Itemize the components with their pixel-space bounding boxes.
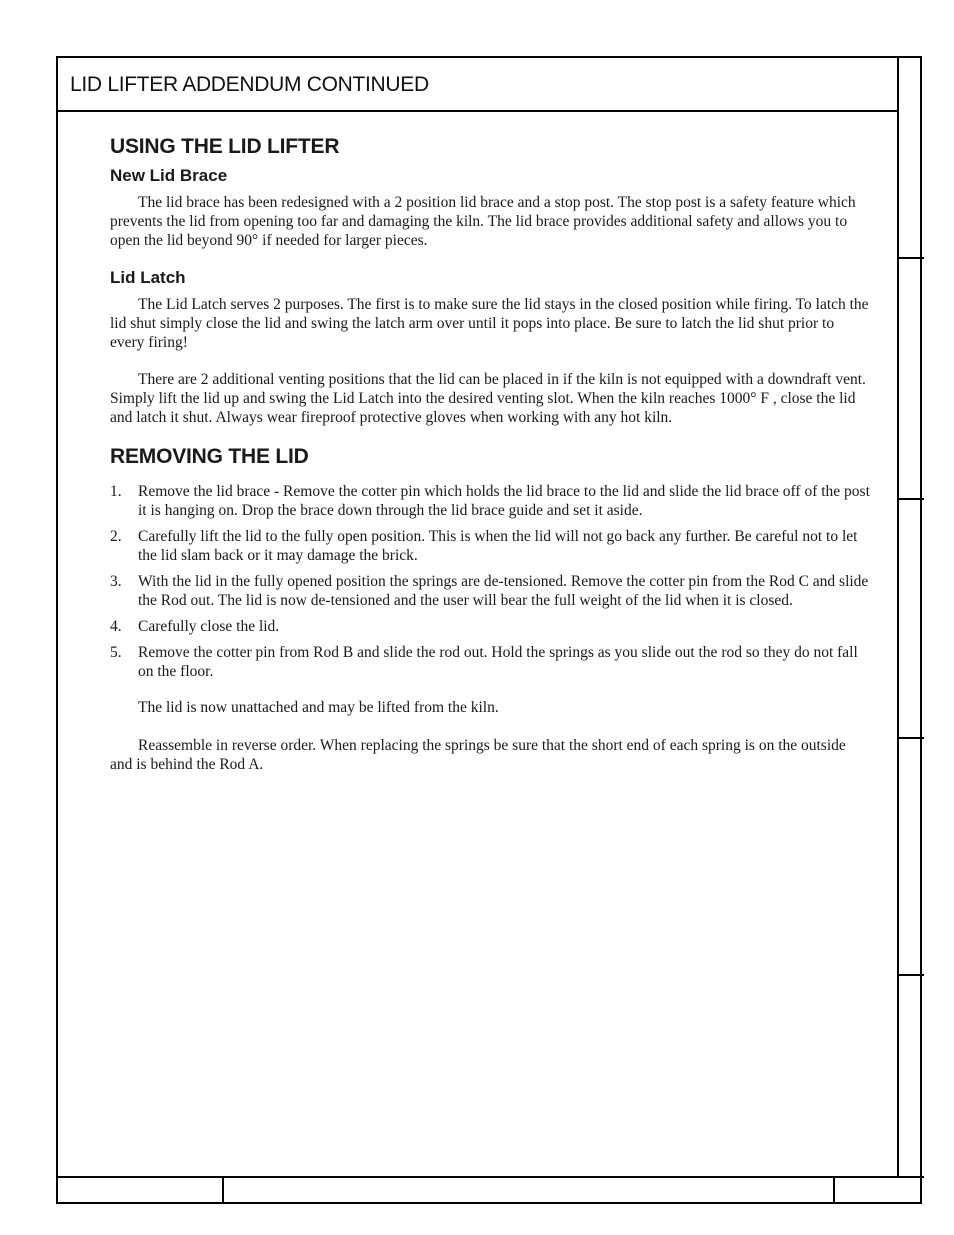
step-text: With the lid in the fully opened position the springs are de-tensioned. Remove the cotter pin from the Rod C and slide the Rod out. The lid is now de-tensioned and the user will bear the full weight of the lid when it is closed. <box>138 573 869 609</box>
paragraph-new-lid-brace: The lid brace has been redesigned with a 2 position lid brace and a stop post. The stop post is a safety feature which prevents the lid from opening too far and damaging the kiln. The lid brace provides additional safety and allows you to open the lid beyond 90° if needed for larger pieces. <box>110 194 856 249</box>
step-text: Carefully close the lid. <box>138 618 280 635</box>
subheading-lid-latch: Lid Latch <box>110 268 186 287</box>
footer-divider <box>222 1176 224 1204</box>
step-number: 1. <box>110 483 122 500</box>
footer-divider <box>833 1176 835 1204</box>
page-title: LID LIFTER ADDENDUM CONTINUED <box>70 73 429 96</box>
header-rule <box>56 110 899 112</box>
step-text: Carefully lift the lid to the fully open position. This is when the lid will not go back any further. Be careful not to let the lid slam back or it may damage the brick. <box>138 528 858 564</box>
step-text: Remove the cotter pin from Rod B and slide the rod out. Hold the springs as you slide out the rod so they do not fall on the floor. <box>138 644 858 680</box>
side-tab-divider <box>897 974 924 976</box>
list-item <box>110 572 870 610</box>
main-content <box>110 132 870 774</box>
step-number: 5. <box>110 644 122 661</box>
step-number: 4. <box>110 618 122 635</box>
list-item <box>110 643 870 681</box>
side-tab-divider <box>897 257 924 259</box>
note-lid-unattached: The lid is now unattached and may be lifted from the kiln. <box>138 699 499 716</box>
side-tab-divider <box>897 737 924 739</box>
step-number: 3. <box>110 573 122 590</box>
list-item <box>110 617 870 636</box>
side-column-rule <box>897 56 899 1177</box>
side-tab-divider <box>897 498 924 500</box>
list-item <box>110 482 870 520</box>
paragraph-lid-latch-venting: There are 2 additional venting positions that the lid can be placed in if the kiln is not equipped with a downdraft vent. Simply lift the lid up and swing the Lid Latch into the desired venting slot. When the kiln reaches 1000° F , close the lid and latch it shut. Always wear fireproof protective gloves when working with any hot kiln. <box>110 371 866 426</box>
list-item <box>110 527 870 565</box>
step-number: 2. <box>110 528 122 545</box>
step-text: Remove the lid brace - Remove the cotter pin which holds the lid brace to the lid and slide the lid brace off of the post it is hanging on. Drop the brace down through the lid brace guide and set it aside. <box>138 483 870 519</box>
footer-rule <box>56 1176 924 1178</box>
note-reassemble: Reassemble in reverse order. When replacing the springs be sure that the short end of each spring is on the outside and is behind the Rod A. <box>110 737 846 773</box>
subheading-new-lid-brace: New Lid Brace <box>110 166 228 185</box>
removal-steps-list <box>110 482 870 681</box>
section-heading-using: USING THE LID LIFTER <box>110 135 340 158</box>
paragraph-lid-latch-purpose: The Lid Latch serves 2 purposes. The first is to make sure the lid stays in the closed position while firing. To latch the lid shut simply close the lid and swing the latch arm over until it pops into place. Be sure to latch the lid shut prior to every firing! <box>110 296 869 351</box>
section-heading-removing: REMOVING THE LID <box>110 445 309 468</box>
